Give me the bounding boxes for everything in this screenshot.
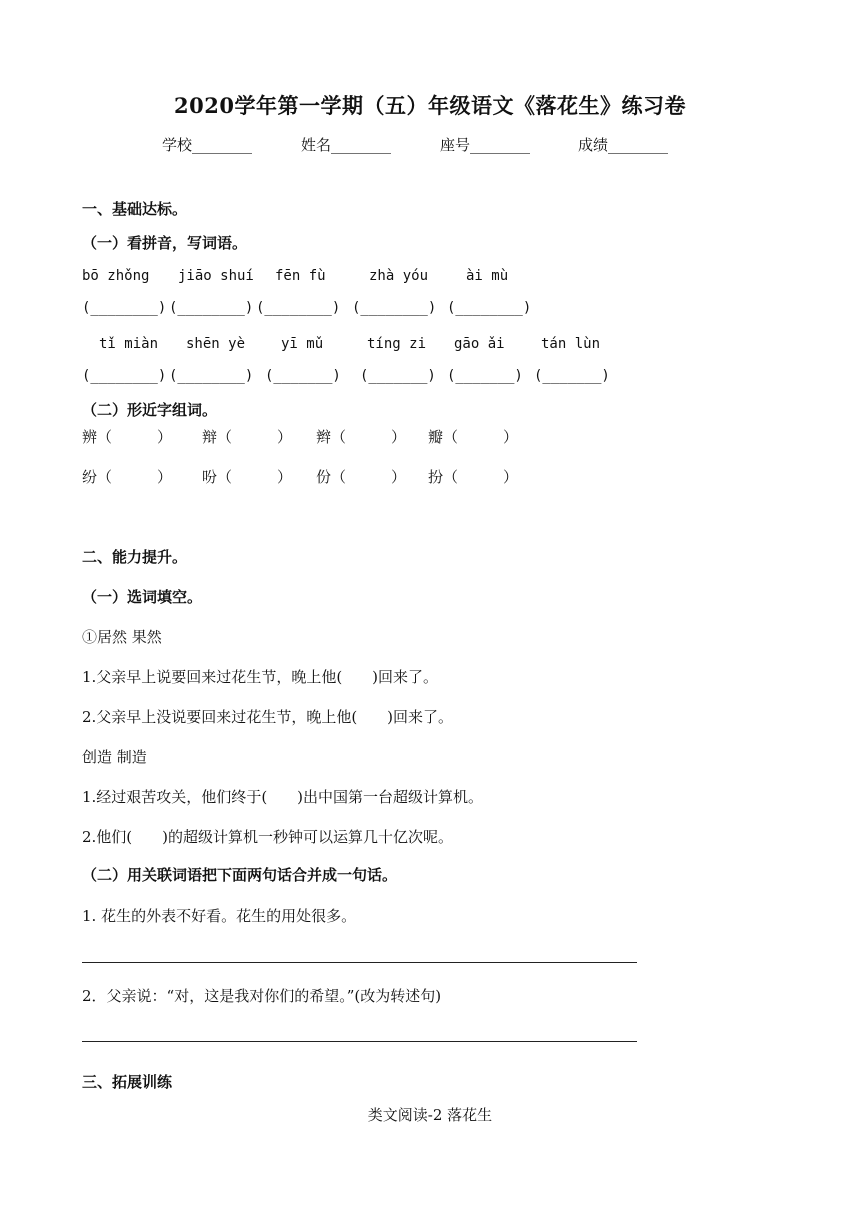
char-group-item: 吩（ ） bbox=[202, 468, 293, 486]
char-group-item: 瓣（ ） bbox=[428, 428, 519, 446]
char-group-item: 辨（ ） bbox=[82, 428, 173, 446]
answer-blank[interactable]: (________) bbox=[169, 368, 254, 384]
rewrite-question: 1. 花生的外表不好看。花生的用处很多。 bbox=[82, 907, 357, 925]
page-title: 2020学年第一学期（五）年级语文《落花生》练习卷 bbox=[174, 93, 686, 118]
answer-blank[interactable]: (_______) bbox=[265, 368, 341, 384]
answer-line[interactable] bbox=[82, 962, 637, 963]
pinyin-item: yī mǔ bbox=[281, 336, 324, 352]
pinyin-item: gāo ǎi bbox=[454, 336, 505, 352]
answer-blank[interactable]: (________) bbox=[256, 300, 341, 316]
seat-field: 座号________ bbox=[440, 136, 531, 154]
pinyin-item: bō zhǒng bbox=[82, 268, 150, 284]
pinyin-item: jiāo shuí bbox=[178, 268, 254, 284]
section1-heading: 一、基础达标。 bbox=[82, 200, 188, 218]
char-group-item: 辫（ ） bbox=[316, 428, 407, 446]
answer-blank[interactable]: (________) bbox=[82, 368, 167, 384]
pinyin-item: zhà yóu bbox=[369, 268, 429, 284]
section2-part2-heading: （二）用关联词语把下面两句话合并成一句话。 bbox=[82, 866, 398, 884]
pinyin-item: fēn fù bbox=[275, 268, 326, 284]
fill-question: 1.经过艰苦攻关，他们终于( )出中国第一台超级计算机。 bbox=[82, 788, 484, 806]
word-choice-group: 创造 制造 bbox=[82, 748, 147, 766]
section1-part2-heading: （二）形近字组词。 bbox=[82, 401, 218, 419]
char-group-item: 份（ ） bbox=[316, 468, 407, 486]
pinyin-item: tán lùn bbox=[541, 336, 601, 352]
answer-blank[interactable]: (________) bbox=[82, 300, 167, 316]
answer-blank[interactable]: (________) bbox=[447, 300, 532, 316]
fill-question: 2.他们( )的超级计算机一秒钟可以运算几十亿次呢。 bbox=[82, 828, 454, 846]
section1-part1-heading: （一）看拼音，写词语。 bbox=[82, 234, 248, 252]
pinyin-item: shēn yè bbox=[186, 336, 246, 352]
answer-blank[interactable]: (_______) bbox=[447, 368, 523, 384]
section2-part1-heading: （一）选词填空。 bbox=[82, 588, 203, 606]
char-group-item: 辩（ ） bbox=[202, 428, 293, 446]
school-field: 学校________ bbox=[162, 136, 253, 154]
word-choice-group: ①居然 果然 bbox=[82, 628, 162, 646]
reading-title: 类文阅读-2 落花生 bbox=[367, 1106, 493, 1124]
pinyin-item: tǐ miàn bbox=[99, 336, 159, 352]
section2-heading: 二、能力提升。 bbox=[82, 548, 188, 566]
fill-question: 1.父亲早上说要回来过花生节，晚上他( )回来了。 bbox=[82, 668, 439, 686]
answer-blank[interactable]: (_______) bbox=[534, 368, 610, 384]
rewrite-question: 2．父亲说：“对，这是我对你们的希望。”(改为转述句) bbox=[82, 987, 442, 1005]
char-group-item: 扮（ ） bbox=[428, 468, 519, 486]
fill-question: 2.父亲早上没说要回来过花生节，晚上他( )回来了。 bbox=[82, 708, 454, 726]
answer-blank[interactable]: (_______) bbox=[360, 368, 436, 384]
answer-blank[interactable]: (________) bbox=[169, 300, 254, 316]
answer-blank[interactable]: (________) bbox=[352, 300, 437, 316]
section3-heading: 三、拓展训练 bbox=[82, 1073, 173, 1091]
char-group-item: 纷（ ） bbox=[82, 468, 173, 486]
answer-line[interactable] bbox=[82, 1041, 637, 1042]
pinyin-item: tíng zi bbox=[367, 336, 427, 352]
score-field: 成绩________ bbox=[578, 136, 669, 154]
name-field: 姓名________ bbox=[301, 136, 392, 154]
pinyin-item: ài mù bbox=[466, 268, 509, 284]
